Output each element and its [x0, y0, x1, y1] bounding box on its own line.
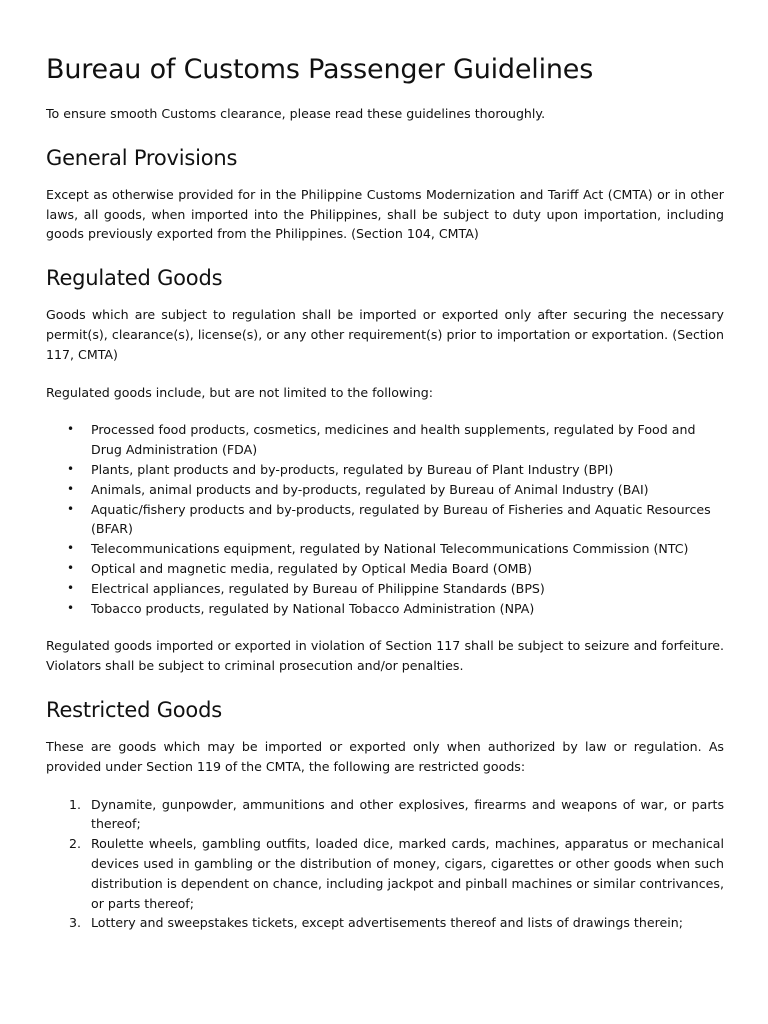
list-item: • Processed food products, cosmetics, medicines and health supplements, regulated by Food and Drug Administration (FDA)	[67, 422, 696, 458]
bullet-icon: •	[67, 580, 75, 595]
list-item: • Aquatic/fishery products and by-products, regulated by Bureau of Fisheries and Aquatic Resources (BFAR)	[67, 501, 711, 537]
list-item: • Animals, animal products and by-products, regulated by Bureau of Animal Industry (BAI)	[46, 480, 724, 500]
list-item: • Plants, plant products and by-products, regulated by Bureau of Plant Industry (BPI)	[46, 460, 724, 480]
list-number: 2.	[69, 836, 82, 852]
bullet-icon: •	[67, 600, 75, 615]
list-item: • Telecommunications equipment, regulated by National Telecommunications Commission (NTC)	[46, 539, 724, 559]
restricted-goods-text: These are goods which may be imported or exported only when authorized by law or regulation. As provided under Section 119 of the CMTA, the following are restricted goods:	[46, 738, 724, 774]
bullet-icon: •	[67, 481, 75, 496]
list-item: 1. Dynamite, gunpowder, ammunitions and other explosives, firearms and weapons of war, or parts thereof;	[69, 796, 724, 832]
regulated-goods-closing: Regulated goods imported or exported in violation of Section 117 shall be subject to seizure and forfeiture. Violators shall be subject to criminal prosecution and/or penalties.	[46, 638, 724, 674]
list-item: 2. Roulette wheels, gambling outfits, loaded dice, marked cards, machines, apparatus or mechanical devices used in gambling or the distribution of money, cigars, cigarettes or other goods when such distribution is dependent on chance, including jackpot and pinball machines or similar contrivances, or parts thereof;	[69, 836, 724, 911]
list-item: 3. Lottery and sweepstakes tickets, except advertisements thereof and lists of drawings therein;	[46, 913, 724, 933]
bullet-icon: •	[67, 461, 75, 476]
list-number: 3.	[69, 915, 82, 931]
list-item: • Tobacco products, regulated by National Tobacco Administration (NPA)	[46, 599, 724, 619]
regulated-goods-heading: Regulated Goods	[46, 266, 223, 291]
page-title: Bureau of Customs Passenger Guidelines	[46, 54, 594, 85]
intro-text: To ensure smooth Customs clearance, please read these guidelines thoroughly.	[46, 106, 546, 121]
document	[46, 52, 724, 933]
regulated-goods-list-intro: Regulated goods include, but are not limited to the following:	[46, 384, 433, 400]
bullet-icon: •	[67, 422, 75, 437]
bullet-icon: •	[67, 541, 75, 556]
restricted-goods-heading: Restricted Goods	[46, 697, 222, 722]
list-number: 1.	[69, 796, 82, 812]
restricted-goods-list	[46, 795, 724, 934]
regulated-goods-text: Goods which are subject to regulation shall be imported or exported only after securing the necessary permit(s), clearance(s), license(s), or any other requirement(s) prior to importation or exportation. (Section 117, CMTA)	[46, 307, 724, 362]
general-provisions-text: Except as otherwise provided for in the Philippine Customs Modernization and Tariff Act (CMTA) or in other laws, all goods, when imported into the Philippines, shall be subject to duty upon importation, including goods previously exported from the Philippines. (Section 104, CMTA)	[46, 186, 724, 242]
bullet-icon: •	[67, 560, 75, 575]
list-item: • Electrical appliances, regulated by Bureau of Philippine Standards (BPS)	[46, 579, 724, 599]
bullet-icon: •	[67, 501, 75, 516]
regulated-goods-list	[46, 420, 724, 618]
general-provisions-heading: General Provisions	[46, 145, 238, 170]
list-item: • Optical and magnetic media, regulated by Optical Media Board (OMB)	[46, 559, 724, 579]
